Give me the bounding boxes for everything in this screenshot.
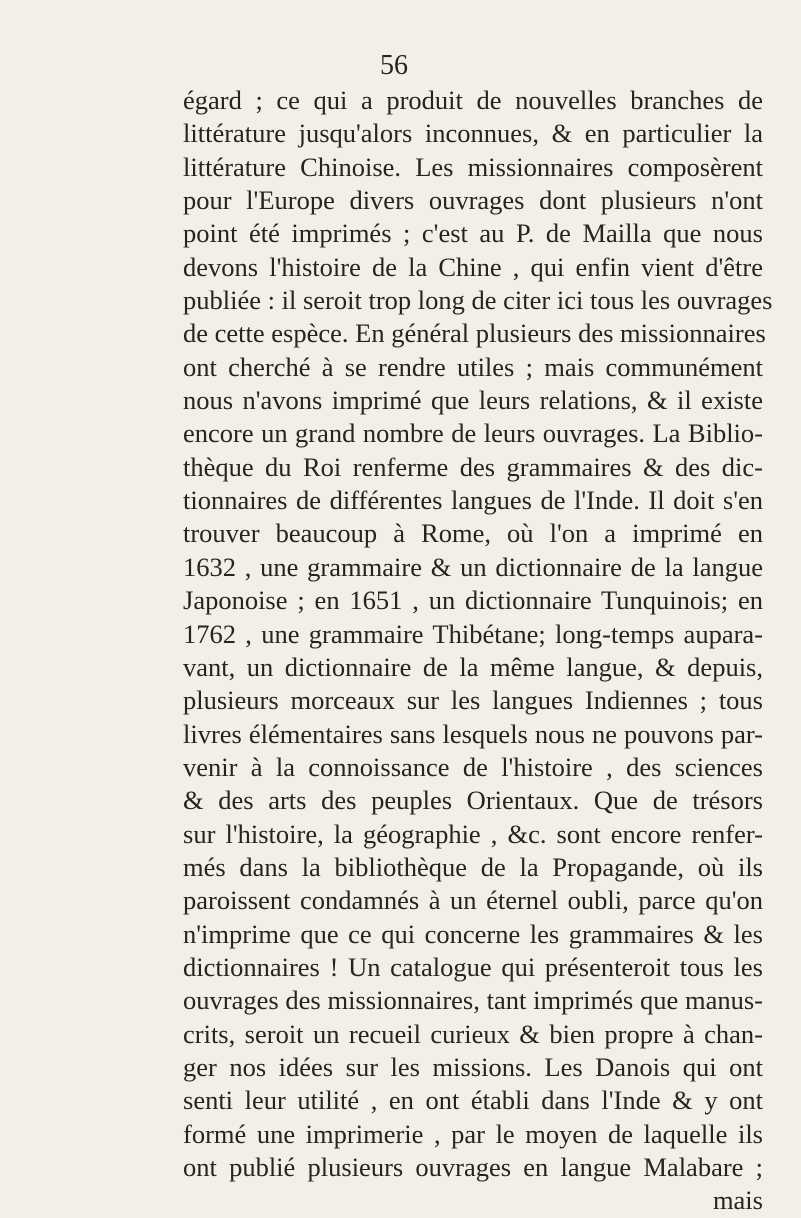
text-line: trouver beaucoup à Rome, où l'on a imprimé en <box>183 518 763 549</box>
page-number: 56 <box>380 50 408 81</box>
text-line: formé une imprimerie , par le moyen de laquelle ils <box>183 1118 763 1149</box>
text-line: ont cherché à se rendre utiles ; mais communément <box>183 351 763 382</box>
text-line: paroissent condamnés à un éternel oubli, parce qu'on <box>183 885 763 916</box>
text-line: plusieurs morceaux sur les langues Indiennes ; tous <box>183 685 763 716</box>
text-line: tionnaires de différentes langues de l'Inde. Il doit s'en <box>183 485 763 516</box>
text-line: dictionnaires ! Un catalogue qui présenteroit tous les <box>183 951 763 982</box>
text-line: Japonoise ; en 1651 , un dictionnaire Tunquinois; en <box>183 585 763 616</box>
text-line: més dans la bibliothèque de la Propagande, où ils <box>183 851 763 882</box>
text-line: égard ; ce qui a produit de nouvelles branches de <box>183 85 763 115</box>
text-line: crits, seroit un recueil curieux & bien propre à chan- <box>183 1018 763 1049</box>
text-line: publiée : il seroit trop long de citer ici tous les ouvrages <box>183 285 773 316</box>
text-line: littérature Chinoise. Les missionnaires composèrent <box>183 151 763 182</box>
text-line: devons l'histoire de la Chine , qui enfin vient d'être <box>183 251 763 282</box>
text-line: ouvrages des missionnaires, tant imprimés que manus- <box>183 985 763 1016</box>
text-block <box>183 84 773 1218</box>
text-line: 1632 , une grammaire & un dictionnaire de la langue <box>183 551 763 582</box>
text-line: littérature jusqu'alors inconnues, & en particulier la <box>183 118 763 149</box>
catchword: mais <box>712 1185 763 1216</box>
text-line: 1762 , une grammaire Thibétane; long-temps aupara- <box>183 618 763 649</box>
text-line: senti leur utilité , en ont établi dans l'Inde & y ont <box>183 1085 763 1116</box>
text-line: nous n'avons imprimé que leurs relations, & il existe <box>183 385 763 416</box>
text-line: n'imprime que ce qui concerne les grammaires & les <box>183 918 763 949</box>
text-line: venir à la connoissance de l'histoire , des sciences <box>183 751 763 782</box>
text-line: livres élémentaires sans lesquels nous ne pouvons par- <box>183 718 763 749</box>
text-line: point été imprimés ; c'est au P. de Mailla que nous <box>183 218 763 249</box>
text-line: pour l'Europe divers ouvrages dont plusieurs n'ont <box>183 185 763 216</box>
text-line: & des arts des peuples Orientaux. Que de trésors <box>183 785 763 816</box>
text-line: thèque du Roi renferme des grammaires & des dic- <box>183 451 763 482</box>
text-line: ont publié plusieurs ouvrages en langue Malabare ; <box>183 1152 763 1182</box>
text-line: ger nos idées sur les missions. Les Danois qui ont <box>183 1051 763 1082</box>
text-line: vant, un dictionnaire de la même langue, & depuis, <box>183 651 763 682</box>
text-line: sur l'histoire, la géographie , &c. sont encore renfer- <box>183 818 763 849</box>
text-line: encore un grand nombre de leurs ouvrages. La Biblio- <box>183 418 763 449</box>
text-line: de cette espèce. En général plusieurs des missionnaires <box>183 318 766 349</box>
